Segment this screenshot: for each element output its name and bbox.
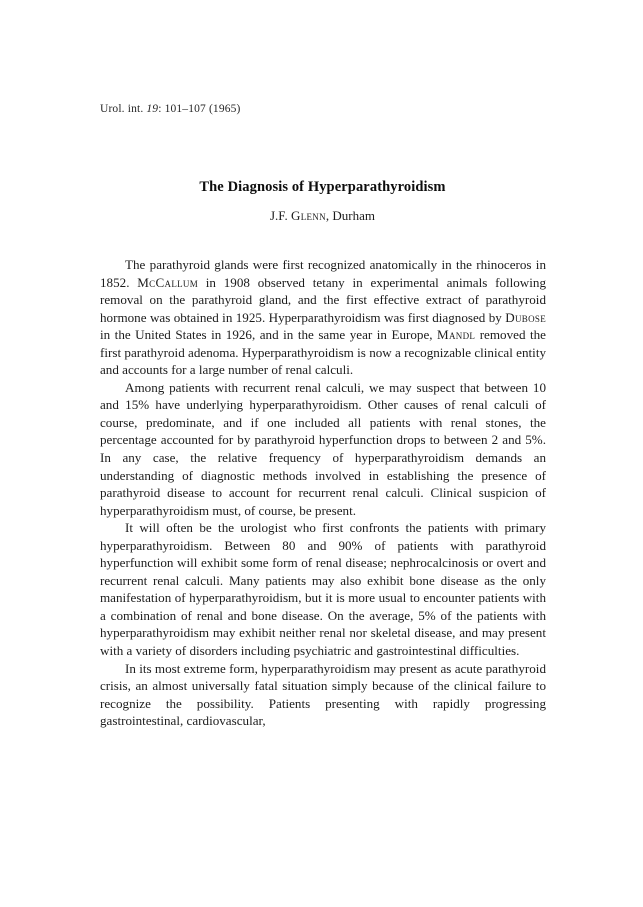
paragraph-3 (100, 519, 546, 659)
running-head-separator: : (158, 103, 162, 115)
running-head-pages: 101–107 (164, 103, 206, 115)
body-text-run: Among patients with recurrent renal calculi, we may suspect that between 10 and 15% have underlying hyperparathyroidism. Other causes of renal calculi of course, predominate, and if one included all patients with renal stones, the percentage accounted for by parathyroid hyperfunction drops to between 2 and 5%. In any case, the relative frequency of hyperparathyroidism demands an understanding of diagnostic methods involved in establishing the presence of parathyroid disease to account for recurrent renal calculi. Clinical suspicion of hyperparathyroidism must, of course, be present. (100, 379, 546, 518)
running-head-year: (1965) (208, 103, 241, 115)
page-title: The Diagnosis of Hyperparathyroidism (199, 178, 446, 195)
running-head (100, 103, 241, 115)
body-text-run: In its most extreme form, hyperparathyroidism may present as acute parathyroid crisis, an almost universally fatal situation simply because of the clinical failure to recognize the possibility. Patients presenting with rapidly progressing gastrointestinal, cardiovascular, (100, 660, 546, 729)
cited-author-name: Dubose (505, 309, 546, 325)
paragraph-1 (100, 256, 546, 379)
running-head-journal: Urol. int. (100, 103, 144, 115)
running-head-volume: 19 (146, 103, 159, 115)
author-initials: J.F. (270, 208, 291, 223)
article-body (100, 256, 546, 730)
author-byline (100, 208, 545, 224)
cited-author-name: Mandl (437, 327, 476, 343)
body-text-run: in 1908 observed tetany in experimental animals following removal on the parathyroid gland, and the first effective extract of parathyroid hormone was obtained in 1925. Hyperparathyroidism was first diagnosed by (100, 274, 546, 325)
author-affiliation: , Durham (325, 208, 375, 223)
cited-author-name: McCallum (137, 274, 199, 290)
body-text-run: The parathyroid glands were first recognized anatomically in the rhinoceros in 1852. (100, 257, 546, 290)
body-text-run: in the United States in 1926, and in the same year in Europe, (100, 327, 438, 343)
paragraph-4 (100, 660, 546, 730)
body-text-run: It will often be the urologist who first confronts the patients with primary hyperparathyroidism. Between 80 and 90% of patients with parathyroid hyperfunction will exhibit some form of renal disease; nephrocalcinosis or overt and recurrent renal calculi. Many patients may also exhibit bone disease as the only manifestation of hyperparathyroidism, but it is more usual to encounter patients with a combination of renal and bone disease. On the average, 5% of the patients with hyperparathyroidism may exhibit neither renal nor skeletal disease, and may present with a variety of disorders including psychiatric and gastrointestinal difficulties. (100, 520, 546, 659)
body-text-run: removed the first parathyroid adenoma. Hyperparathyroidism is now a recognizable clinical entity and accounts for a large number of renal calculi. (100, 327, 546, 378)
author-surname: Glenn (291, 208, 326, 223)
paragraph-2 (100, 379, 546, 519)
